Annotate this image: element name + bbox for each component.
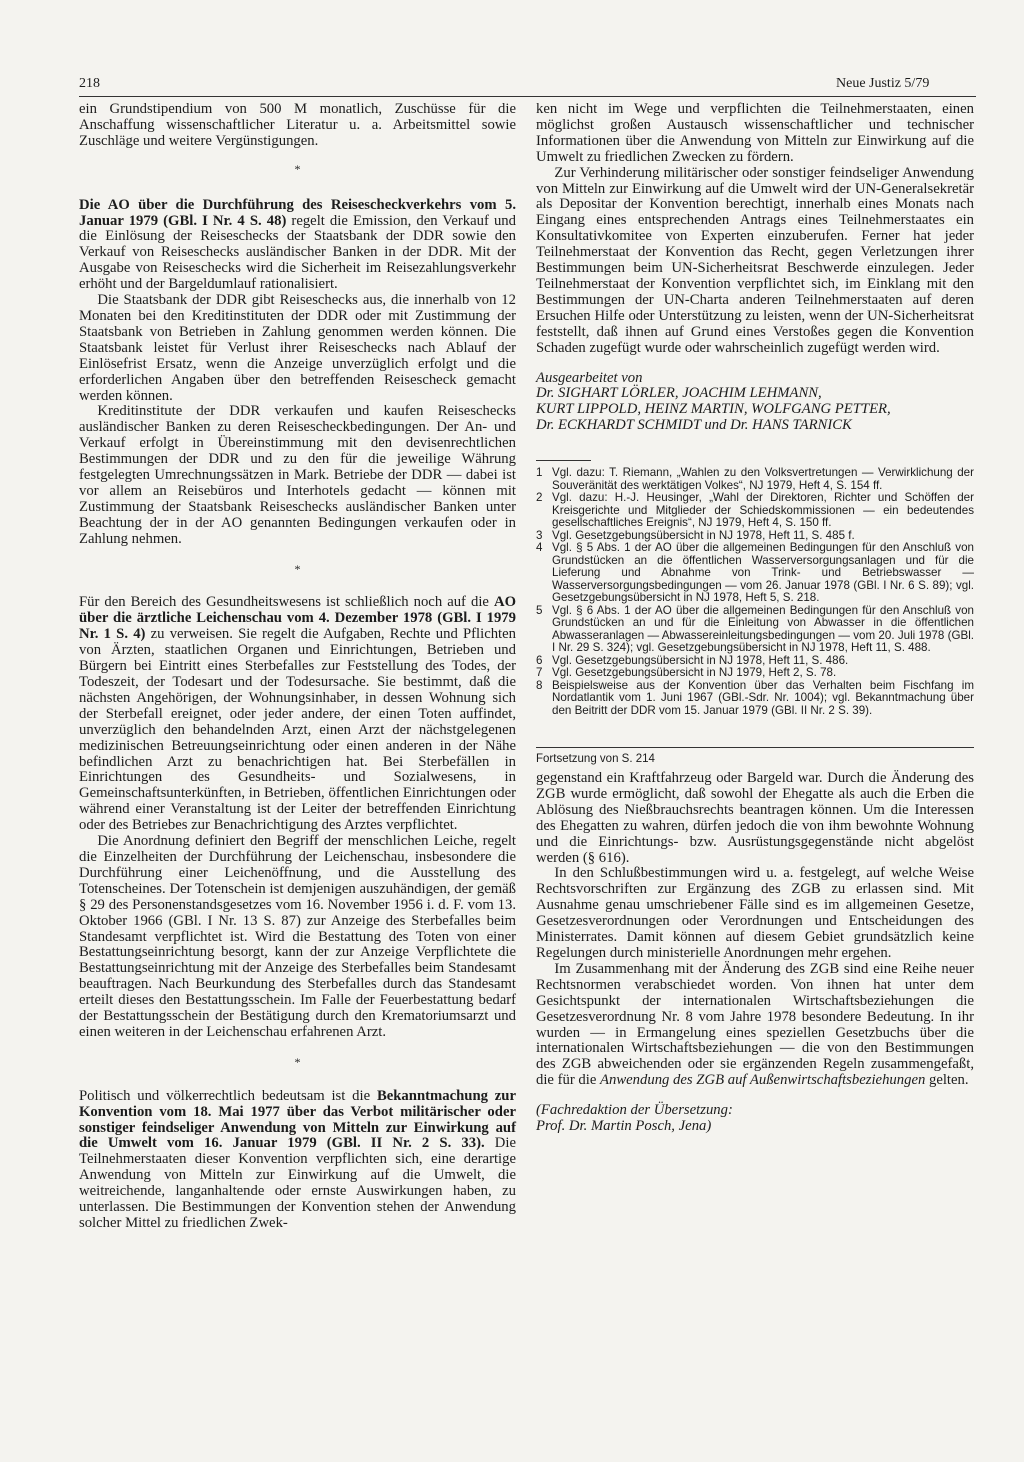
paragraph: Im Zusammenhang mit der Änderung des ZGB sind eine Reihe neuer Rechtsnormen verabschiedet worden. Von ihnen hat unter dem Gesichtspunkt der internationalen Wirtschaftsbeziehungen die Gesetzesverordnung Nr. 8 vom Jahre 1978 besondere Bedeutung. In ihr wurden — in Ermangelung eines speziellen Gesetzbuchs über die internationalen Wirtschaftsbeziehungen — die von den Bestimmungen des ZGB abweichenden oder sie ergänzenden Regeln zusammengefaßt, die für die Anwendung des ZGB auf Außenwirtschaftsbeziehungen gelten. — [536, 960, 974, 1089]
continuation-rule — [536, 747, 974, 748]
editorial-note-line: (Fachredaktion der Übersetzung: — [536, 1102, 733, 1119]
footnote: 5 Vgl. § 6 Abs. 1 der AO über die allgemeinen Bedingungen für den Anschluß von Grundstücken an und für die Einleitung von Abwasser in die öffentlichen Abwasseranlagen — Abwassereinleitungsbedingungen — vom 20. Juli 1978 (GBl. I Nr. 29 S. 324); vgl. Gesetzgebungsübersicht in NJ 1978, Heft 11, S. 488. — [536, 603, 974, 655]
footnote-separator — [536, 460, 591, 461]
paragraph: ein Grundstipendium von 500 M monatlich, Zuschüsse für die Anschaffung wissenschaftlicher Literatur u. a. Arbeitsmittel sowie Zuschläge und weitere Vergünstigungen. — [79, 101, 516, 149]
authors-line: KURT LIPPOLD, HEINZ MARTIN, WOLFGANG PETTER, — [536, 401, 891, 418]
footnote: 7 Vgl. Gesetzgebungsübersicht in NJ 1979, Heft 2, S. 78. — [536, 666, 837, 680]
section-separator: * — [294, 161, 301, 176]
paragraph: Zur Verhinderung militärischer oder sonstiger feindseliger Anwendung von Mitteln zur Einwirkung auf die Umwelt wird der UN-Generalsekretär als Depositar der Konvention berechtigt, innerhalb eines Monats nach Eingang eines entsprechenden Antrags eines Teilnehmerstaates ein Konsultativkomitee von Experten einzuberufen. Ferner hat jeder Teilnehmerstaat der Konvention das Recht, gegen Verletzungen ihrer Bestimmungen beim UN-Sicherheitsrat Beschwerde einzulegen. Jeder Teilnehmerstaat der Konvention verpflichtet sich, im Einklang mit den Bestimmungen der UN-Charta anderen Teilnehmerstaaten auf deren Ersuchen Hilfe oder Unterstützung zu leisten, wenn der UN-Sicherheitsrat feststellt, daß ihnen auf Grund eines Verstoßes gegen die Konvention Schaden zugefügt wurde oder wahrscheinlich zugefügt werden wird. — [536, 164, 974, 356]
footnote: 6 Vgl. Gesetzgebungsübersicht in NJ 1978, Heft 11, S. 486. — [536, 653, 849, 667]
right-column — [536, 102, 974, 1135]
authors-line: Dr. SIGHART LÖRLER, JOACHIM LEHMANN, — [536, 385, 822, 402]
footnote: 8 Beispielsweise aus der Konvention über das Verhalten beim Fischfang im Nordatlantik vom 1. Juni 1967 (GBl.-Sdr. Nr. 1004); vgl. Bekanntmachung über den Beitritt der DDR vom 15. Januar 1979 (GBl. II Nr. 2 S. 39). — [536, 678, 974, 717]
footnote: 2 Vgl. dazu: H.-J. Heusinger, „Wahl der Direktoren, Richter und Schöffen der Kreisgerichte und Mitglieder der Schiedskommissionen — ein bedeutendes gesellschaftliches Ereignis“, NJ 1979, Heft 4, S. 150 ff. — [536, 491, 974, 530]
footnotes — [536, 467, 974, 717]
paragraph-konvention: Politisch und völkerrechtlich bedeutsam ist die Bekanntmachung zur Konvention vom 18. Mai 1977 über das Verbot militärischer oder sonstiger feindseliger Anwendung von Mitteln zur Einwirkung auf die Umwelt vom 16. Januar 1979 (GBl. II Nr. 2 S. 33). Die Teilnehmerstaaten dieser Konvention verpflichten sich, eine derartige Anwendung von Mitteln zur Einwirkung auf die Umwelt, die weitreichende, langanhaltende oder ernste Auswirkungen haben, zu unterlassen. Die Bestimmungen der Konvention stehen der Anwendung solcher Mittel zu friedlichen Zwek- — [79, 1087, 516, 1231]
continuation-label: Fortsetzung von S. 214 — [536, 753, 655, 766]
paragraph: Die Staatsbank der DDR gibt Reiseschecks aus, die innerhalb von 12 Monaten bei den Kreditinstituten der DDR oder mit Zustimmung der Staatsbank von Betrieben in Zahlung genommen werden können. Die Staatsbank leistet für Verlust ihrer Reiseschecks nach Ablauf der Einlösefrist Ersatz, wenn die Anzeige unverzüglich erfolgt und die erforderlichen Angaben über den betreffenden Reisescheck gemacht werden können. — [79, 292, 516, 404]
paragraph-leichenschau: Für den Bereich des Gesundheitswesens ist schließlich noch auf die AO über die ärztliche Leichenschau vom 4. Dezember 1978 (GBl. I 1979 Nr. 1 S. 4) zu verweisen. Sie regelt die Aufgaben, Rechte und Pflichten von Ärzten, staatlichen Organen und Einrichtungen, Betrieben und Bürgern bei Eintritt eines Sterbefalles zur Feststellung des Todes, der Todeszeit, der Todesart und der Todesursache. Sie bestimmt, daß die nächsten Angehörigen, der Wohnungsinhaber, in dessen Wohnung sich der Sterbefall ereignet, oder jeder andere, der einen Toten auffindet, unverzüglich den behandelnden Arzt, einen Arzt der nächstgelegenen medizinischen Betreuungseinrichtung oder einen anderen in der Nähe befindlichen Arzt zu benachrichtigen hat. Bei Sterbefällen in Einrichtungen des Gesundheits- und Sozialwesens, in Gemeinschaftsunterkünften, in Betrieben, öffentlichen Einrichtungen oder während einer Veranstaltung ist der Leiter der betreffenden Einrichtung oder des Betriebes zur Benachrichtigung des Arztes verpflichtet. — [79, 594, 517, 834]
left-column — [79, 102, 516, 1232]
paragraph: ken nicht im Wege und verpflichten die Teilnehmerstaaten, einen möglichst großen Austausch wissenschaftlicher und technischer Informationen über die Anwendung von Mitteln zur Einwirkung auf die Umwelt zu friedlichen Zwecken zu fördern. — [536, 101, 974, 165]
section-separator: * — [294, 1054, 301, 1069]
footnote: 1 Vgl. dazu: T. Riemann, „Wahlen zu den Volksvertretungen — Verwirklichung der Souveränität des werktätigen Volkes“, NJ 1979, Heft 4, S. 154 ff. — [536, 466, 974, 492]
paragraph: Die Anordnung definiert den Begriff der menschlichen Leiche, regelt die Einzelheiten der Durchführung der Leichenschau, insbesondere die Durchführung einer Leichenöffnung, und die Ausstellung des Totenscheines. Der Totenschein ist demjenigen auszuhändigen, der gemäß § 29 des Personenstandsgesetzes vom 16. November 1956 i. d. F. vom 13. Oktober 1966 (GBl. I Nr. 13 S. 87) zur Anzeige des Sterbefalles beim Standesamt verpflichtet ist. Wird die Bestattung des Toten von einer Bestattungseinrichtung besorgt, kann der zur Anzeige Verpflichtete die Bestattungseinrichtung mit der Anzeige des Sterbefalles beim Standesamt beauftragen. Nach Beurkundung des Sterbefalles durch das Standesamt erteilt dieses den Bestattungsschein. Im Falle der Feuerbestattung bedarf der Bestattungsschein der Bestätigung durch den Krematoriumsarzt und einen weiteren in der Leichenschau erfahrenen Arzt. — [79, 833, 516, 1040]
paragraph: In den Schlußbestimmungen wird u. a. festgelegt, auf welche Weise Rechtsvorschriften zur Ergänzung des ZGB zu erlassen sind. Mit Ausnahme genau umschriebener Fälle sind es im allgemeinen Gesetze, Gesetzesverordnungen oder Verordnungen und Entscheidungen des Ministerrates. Damit können auf diesem Gebiet grundsätzlich keine Regelungen durch ministerielle Anordnungen mehr ergehen. — [536, 865, 974, 961]
page-number: 218 — [79, 76, 100, 91]
authors-block — [536, 371, 974, 435]
journal-title: Neue Justiz 5/79 — [836, 76, 930, 91]
paragraph: gegenstand ein Kraftfahrzeug oder Bargeld war. Durch die Änderung des ZGB wurde ermöglicht, daß sowohl der Ehegatte als auch die Erben die Ablösung des Nießbrauchsrechts beantragen können. Um die Interessen des Ehegatten zu wahren, dürfen jedoch die von ihm bewohnte Wohnung und die Einrichtungs- bzw. Ausrüstungsgegenstände nicht abgelöst werden (§ 616). — [536, 770, 974, 866]
footnote: 3 Vgl. Gesetzgebungsübersicht in NJ 1978, Heft 11, S. 485 f. — [536, 528, 855, 542]
footnote: 4 Vgl. § 5 Abs. 1 der AO über die allgemeinen Bedingungen für den Anschluß von Grundstücken an die öffentlichen Wasserversorgungsanlagen und für die Lieferung und Abnahme von Trink- und Betriebswasser — Wasserversorgungsbedingungen — vom 26. Januar 1978 (GBl. I Nr. 6 S. 89); vgl. Gesetzgebungsübersicht in NJ 1978, Heft 5, S. 218. — [536, 541, 974, 605]
paragraph-reisescheck: Die AO über die Durchführung des Reisescheckverkehrs vom 5. Januar 1979 (GBl. I Nr. 4 S. 48) regelt die Emission, den Verkauf und die Einlösung der Reiseschecks der Staatsbank der DDR sowie den Verkauf von Reiseschecks ausländischer Banken in der DDR. Mit der Ausgabe von Reiseschecks wird die Sicherheit im Reisezahlungsverkehr erhöht und der Bargeldumlauf rationalisiert. — [79, 196, 516, 293]
authors-label: Ausgearbeitet von — [536, 369, 643, 386]
section-separator: * — [294, 561, 301, 576]
authors-line: Dr. ECKHARDT SCHMIDT und Dr. HANS TARNICK — [536, 417, 852, 434]
paragraph: Kreditinstitute der DDR verkaufen und kaufen Reiseschecks ausländischer Banken zu deren Reisescheckbedingungen. Der An- und Verkauf erfolgt in Übereinstimmung mit den devisenrechtlichen Bestimmungen der DDR und zu den für die jeweilige Währung festgelegten Umrechnungssätzen in Mark. Betriebe der DDR — dabei ist vor allem an Reisebüros und Interhotels gedacht — können mit Zustimmung der Staatsbank Reiseschecks ausländischer Banken unter Beachtung der in der AO genannten Bedingungen verkaufen oder in Zahlung nehmen. — [79, 403, 516, 547]
editorial-note-line: Prof. Dr. Martin Posch, Jena) — [536, 1118, 712, 1135]
header-rule — [79, 96, 976, 97]
editorial-note — [536, 1103, 974, 1135]
